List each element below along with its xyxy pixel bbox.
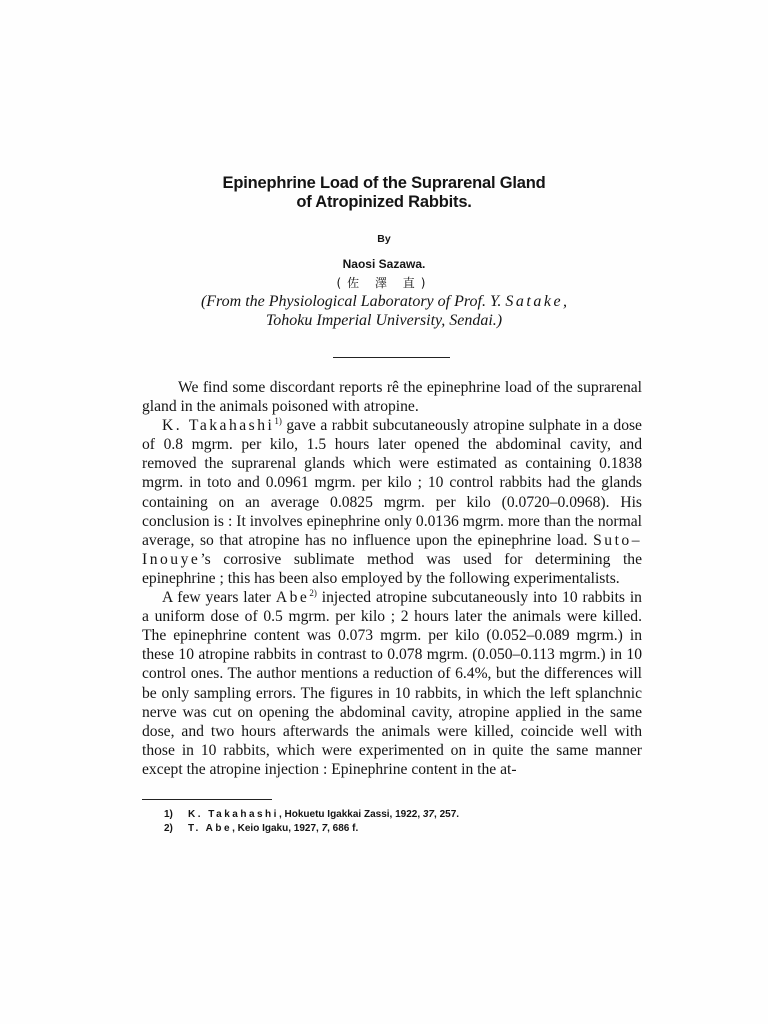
byline: By: [377, 233, 391, 245]
footnote-author: T. Abe: [188, 823, 233, 834]
article-title-line-1: Epinephrine Load of the Suprarenal Gland: [222, 174, 546, 192]
footnote-1: [164, 808, 634, 822]
method-name: Suto–Inouye: [142, 531, 642, 568]
cited-author: Abe: [275, 589, 310, 607]
professor-name: Satake: [505, 293, 564, 310]
affiliation-line-2: Tohoku Imperial University, Sendai.): [265, 312, 503, 329]
paragraph-text: A few years later: [162, 589, 276, 607]
footnote-journal: , Keio Igaku, 1927,: [232, 823, 322, 834]
affiliation-comma: ,: [563, 293, 568, 310]
paragraph-text: gave a rabbit subcutaneously atropine sulphate in a dose of 0.8 mgrm. per kilo, 1.5 hours later opened the abdominal cavity, and removed the suprarenal glands which were estimated as containing 0.1838 mgrm. in toto and 0.0961 mgrm. per kilo ; 10 control rabbits had the glands containing on an average 0.0825 mgrm. per kilo (0.0720–0.0968). His conclusion is : It involves epinephrine only 0.0136 mgrm. more than the normal average, so that atropine has no influence upon the epinephrine load.: [142, 417, 642, 549]
article-title-line-2: of Atropinized Rabbits.: [296, 193, 472, 211]
footnotes: [164, 808, 634, 836]
paragraph-text: injected atropine subcutaneously into 10 rabbits in a uniform dose of 0.5 mgrm. per kilo ; 2 hours later the animals were killed. The epinephrine content was 0.073 mgrm. per kilo (0.052–0.089 mgrm.) in these 10 atropine rabbits in contrast to 0.078 mgrm. (0.050–0.113 mgrm.) in 10 control ones. The author mentions a reduction of 6.4%, but the differences will be only sampling errors. The figures in 10 rabbits, in which the left splanchnic nerve was cut on opening the abdominal cavity, atropine applied in the same dose, and two hours afterwards the animals were killed, coincide well with those in 10 rabbits, which were experimented on in quite the same manner except the atropine injection : Epinephrine content in the at-: [142, 589, 642, 778]
paragraph-2: [142, 416, 642, 588]
footnote-ref: 2): [309, 588, 317, 599]
footnote-divider: [142, 799, 272, 800]
article-body: [142, 378, 642, 779]
footnote-2: [164, 822, 634, 836]
cited-author: K. Takahashi: [162, 417, 275, 435]
footnote-pages: , 686 f.: [327, 823, 359, 834]
paragraph-3: [142, 588, 642, 779]
paragraph-text: ’s corrosive sublimate method was used for determining the epinephrine ; this has been also employed by the following experimentalists.: [142, 550, 642, 587]
footnote-volume: 7: [321, 823, 328, 834]
affiliation-line-1: [0, 293, 768, 311]
footnote-journal: , Hokuetu Igakkai Zassi, 1922,: [278, 809, 423, 820]
affiliation-text: (From the Physiological Laboratory of Prof. Y.: [200, 293, 506, 310]
footnote-author: K. Takahashi: [188, 809, 279, 820]
footnote-number: 1): [164, 809, 173, 820]
footnote-number: 2): [164, 823, 173, 834]
footnote-ref: 1): [274, 416, 282, 427]
author-name-native: (佐 澤 直): [336, 276, 432, 290]
paragraph-1: We find some discordant reports rê the epinephrine load of the suprarenal gland in the animals poisoned with atropine.: [142, 379, 642, 416]
footnote-pages: , 257.: [434, 809, 460, 820]
footnote-volume: 37: [422, 809, 435, 820]
author-name: Naosi Sazawa.: [342, 257, 426, 271]
title-divider: [333, 357, 450, 358]
